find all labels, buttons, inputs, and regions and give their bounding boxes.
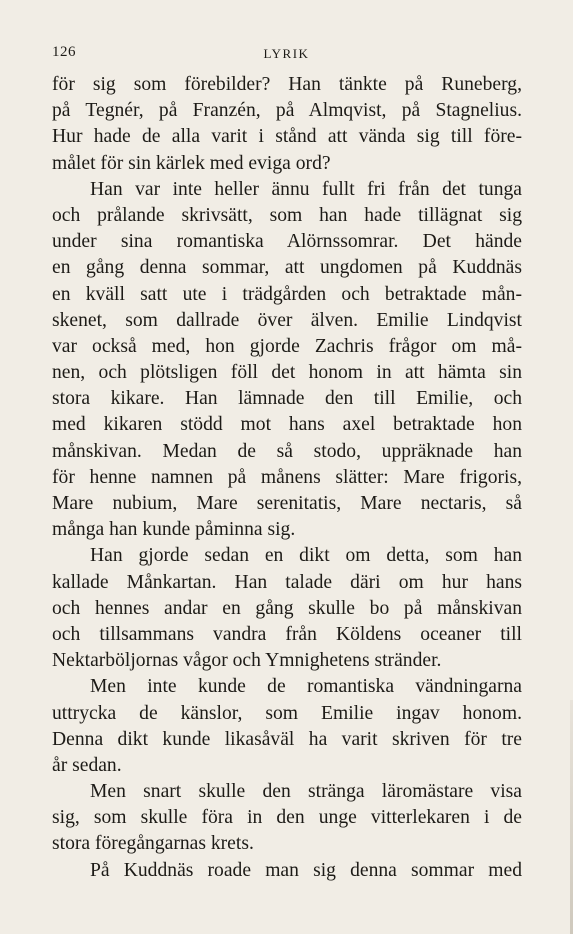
- text-line: uttrycka de känslor, som Emilie ingav honom.: [52, 702, 522, 724]
- running-head: LYRIK: [263, 46, 310, 61]
- page-number: 126: [52, 44, 76, 60]
- text-line: Han var inte heller ännu fullt fri från det tunga: [90, 178, 522, 200]
- text-line: På Kuddnäs roade man sig denna sommar med: [90, 859, 522, 881]
- text-line: en gång denna sommar, att ungdomen på Kuddnäs: [52, 257, 522, 279]
- text-line: och tillsammans vandra från Köldens oceaner till: [52, 623, 522, 645]
- text-line: stora kikare. Han lämnade den till Emilie, och: [52, 388, 522, 410]
- text-line: Hur hade de alla varit i stånd att vända sig till före-: [52, 126, 522, 148]
- text-line: för henne namnen på månens slätter: Mare frigoris,: [52, 466, 522, 488]
- text-line: Denna dikt kunde likasåväl ha varit skriven för tre: [52, 728, 522, 750]
- text-line: Men snart skulle den stränga läromästare visa: [90, 781, 522, 803]
- text-line: nen, och plötsligen föll det honom in att hämta sin: [52, 362, 522, 384]
- text-line: många han kunde påminna sig.: [52, 519, 296, 541]
- text-line: under sina romantiska Alörnssomrar. Det hände: [52, 231, 522, 253]
- text-line: månskivan. Medan de så stodo, uppräknade han: [52, 440, 522, 462]
- text-line: sig, som skulle föra in den unge vitterlekaren i de: [52, 807, 522, 829]
- text-line: och hennes andar en gång skulle bo på månskivan: [52, 597, 522, 619]
- text-line: år sedan.: [52, 754, 122, 776]
- body-text: [52, 72, 522, 884]
- text-line: på Tegnér, på Franzén, på Almqvist, på Stagnelius.: [52, 100, 522, 122]
- text-line: och prålande skrivsätt, som han hade tillägnat sig: [52, 204, 522, 226]
- text-line: Nektarböljornas vågor och Ymnighetens stränder.: [52, 650, 442, 672]
- text-line: var också med, hon gjorde Zachris frågor om må-: [52, 335, 522, 357]
- text-line: stora föregångarnas krets.: [52, 833, 254, 855]
- text-line: för sig som förebilder? Han tänkte på Runeberg,: [52, 74, 522, 95]
- text-line: kallade Månkartan. Han talade däri om hur hans: [52, 571, 522, 593]
- text-line: en kväll satt ute i trädgården och betraktade mån-: [52, 283, 522, 305]
- text-line: skenet, som dallrade över älven. Emilie Lindqvist: [52, 309, 522, 331]
- text-line: Mare nubium, Mare serenitatis, Mare nectaris, så: [52, 493, 522, 514]
- text-line: målet för sin kärlek med eviga ord?: [52, 152, 331, 174]
- text-line: Men inte kunde de romantiska vändningarna: [90, 676, 522, 698]
- text-line: med kikaren stödd mot hans axel betraktade hon: [52, 414, 522, 436]
- text-line: Han gjorde sedan en dikt om detta, som han: [90, 545, 522, 567]
